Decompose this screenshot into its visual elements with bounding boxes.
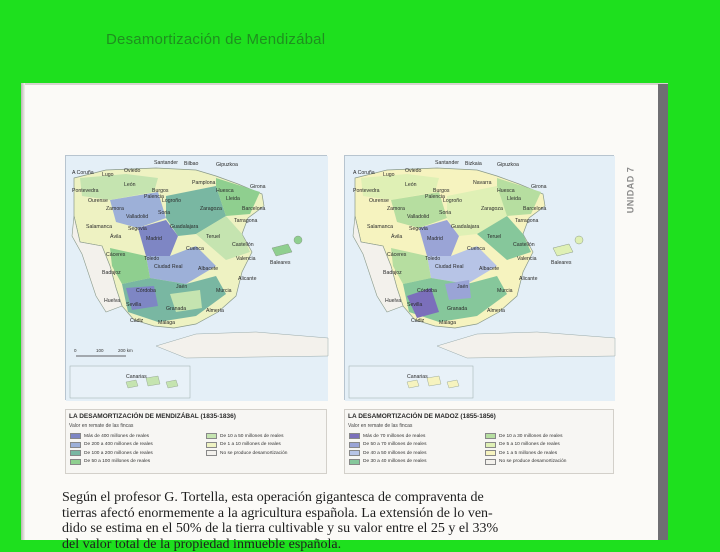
legend-item: [70, 449, 153, 457]
text-line: tierras afectó enormemente a la agricultura española. La extensión de lo ven-: [62, 506, 418, 522]
place-label: Girona: [250, 184, 266, 190]
text-line: dido se estima en el 50% de la tierra cultivable y su valor entre el 25 y el 33%: [62, 521, 418, 537]
scale-0: 0: [74, 348, 77, 353]
place-label: Castellón: [513, 242, 535, 248]
place-label: Valencia: [236, 256, 256, 262]
place-label: Barcelona: [242, 206, 265, 212]
legend-label: De 5 a 10 millones de reales: [499, 442, 560, 447]
legend-mendizabal: [65, 409, 327, 474]
legend-title: LA DESAMORTIZACIÓN DE MENDIZÁBAL (1835-1836): [69, 413, 236, 420]
body-paragraph: [62, 490, 418, 552]
place-label: Valladolid: [407, 214, 429, 220]
place-label: Barcelona: [523, 206, 546, 212]
place-label: Lugo: [383, 172, 395, 178]
scale-200: 200 km: [118, 348, 133, 353]
place-label: Córdoba: [136, 288, 156, 294]
legend-label: De 1 a 10 millones de reales: [220, 442, 281, 447]
place-label: Badajoz: [383, 270, 402, 276]
place-label: Canarias: [407, 374, 428, 380]
place-label: Jaén: [457, 284, 468, 290]
place-label: Sevilla: [126, 302, 141, 308]
place-label: Cáceres: [106, 252, 126, 258]
map-madoz: [344, 155, 614, 400]
place-label: A Coruña: [72, 170, 94, 176]
menorca-shape: [575, 236, 583, 244]
legend-swatch: [70, 433, 81, 439]
place-label: Sevilla: [407, 302, 422, 308]
text-line: del valor total de la propiedad inmueble española.: [62, 537, 418, 552]
place-label: Teruel: [206, 234, 220, 240]
place-label: Tarragona: [234, 218, 257, 224]
legend-madoz: [344, 409, 614, 474]
place-label: Bizkaia: [465, 161, 482, 167]
menorca-shape: [294, 236, 302, 244]
legend-item: [349, 458, 426, 466]
place-label: Palencia: [425, 194, 445, 200]
place-label: Ciudad Real: [154, 264, 183, 270]
place-label: Segovia: [409, 226, 428, 232]
place-label: Palencia: [144, 194, 164, 200]
place-label: Logroño: [443, 198, 462, 204]
place-label: Ciudad Real: [435, 264, 464, 270]
legend-item: [349, 441, 426, 449]
place-label: Jaén: [176, 284, 187, 290]
legend-item: [349, 449, 426, 457]
place-label: Burgos: [152, 188, 169, 194]
place-label: Cuenca: [186, 246, 204, 252]
place-label: Ávila: [391, 233, 402, 240]
legend-label: Más de 70 millones de reales: [363, 434, 425, 439]
place-label: Madrid: [427, 236, 443, 242]
legend-label: De 10 a 50 millones de reales: [220, 434, 283, 439]
place-label: Baleares: [551, 260, 572, 266]
legend-item: [206, 449, 287, 457]
place-label: Zamora: [106, 206, 124, 212]
legend-swatch: [485, 433, 496, 439]
place-label: Lleida: [226, 196, 240, 202]
legend-swatch: [70, 450, 81, 456]
legend-item: [70, 432, 149, 440]
place-label: Murcia: [216, 288, 232, 294]
place-label: Ourense: [369, 198, 389, 204]
legend-label: De 50 a 70 millones de reales: [363, 442, 426, 447]
place-label: Gipuzkoa: [497, 162, 519, 168]
place-label: Huesca: [497, 188, 515, 194]
place-label: León: [124, 182, 136, 188]
place-label: Pontevedra: [353, 188, 380, 194]
legend-item: [206, 441, 281, 449]
place-label: Ávila: [110, 233, 121, 240]
place-label: Málaga: [439, 320, 456, 326]
legend-title: LA DESAMORTIZACIÓN DE MADOZ (1855-1856): [348, 413, 496, 420]
page-shadow: [21, 83, 25, 540]
place-label: Girona: [531, 184, 547, 190]
legend-swatch: [206, 450, 217, 456]
place-label: Almería: [206, 308, 224, 314]
place-label: Cuenca: [467, 246, 485, 252]
place-label: Córdoba: [417, 288, 437, 294]
legend-subtitle: Valor en remate de las fincas: [348, 423, 412, 429]
place-label: Huesca: [216, 188, 234, 194]
legend-label: Más de 400 millones de reales: [84, 434, 149, 439]
legend-item: [70, 441, 153, 449]
place-label: Pamplona: [192, 180, 215, 186]
legend-swatch: [349, 433, 360, 439]
legend-swatch: [206, 442, 217, 448]
legend-label: De 1 a 5 millones de reales: [499, 451, 557, 456]
place-label: Guadalajara: [451, 224, 479, 230]
legend-swatch: [349, 442, 360, 448]
place-label: Ourense: [88, 198, 108, 204]
place-label: Salamanca: [86, 224, 112, 230]
place-label: Oviedo: [405, 168, 422, 174]
map-madoz-svg: [345, 156, 615, 401]
place-label: Teruel: [487, 234, 501, 240]
legend-label: De 50 a 100 millones de reales: [84, 459, 150, 464]
legend-swatch: [349, 459, 360, 465]
place-label: Pontevedra: [72, 188, 99, 194]
place-label: Badajoz: [102, 270, 121, 276]
place-label: Albacete: [479, 266, 499, 272]
place-label: Valladolid: [126, 214, 148, 220]
place-label: Logroño: [162, 198, 181, 204]
place-label: Baleares: [270, 260, 291, 266]
place-label: Bilbao: [184, 161, 199, 167]
place-label: Granada: [166, 306, 186, 312]
place-label: Huelva: [104, 298, 120, 304]
place-label: Lleida: [507, 196, 521, 202]
place-label: Soria: [158, 210, 170, 216]
legend-item: [485, 458, 566, 466]
legend-label: No se produce desamortización: [499, 459, 566, 464]
slide-title: Desamortización de Mendizábal: [106, 31, 325, 48]
place-label: Huelva: [385, 298, 401, 304]
legend-label: No se produce desamortización: [220, 451, 287, 456]
legend-swatch: [485, 459, 496, 465]
legend-item: [485, 449, 557, 457]
place-label: Segovia: [128, 226, 147, 232]
legend-subtitle: Valor en remate de las fincas: [69, 423, 133, 429]
legend-label: De 10 a 30 millones de reales: [499, 434, 562, 439]
place-label: Valencia: [517, 256, 537, 262]
page-edge-band: [658, 84, 668, 540]
legend-item: [485, 432, 562, 440]
legend-swatch: [485, 442, 496, 448]
place-label: Zaragoza: [481, 206, 503, 212]
place-label: Oviedo: [124, 168, 141, 174]
legend-item: [206, 432, 283, 440]
place-label: León: [405, 182, 417, 188]
place-label: Madrid: [146, 236, 162, 242]
place-label: Salamanca: [367, 224, 393, 230]
place-label: Toledo: [425, 256, 440, 262]
legend-swatch: [349, 450, 360, 456]
place-label: Almería: [487, 308, 505, 314]
unit-label: UNIDAD 7: [621, 160, 639, 220]
place-label: Cádiz: [130, 318, 144, 324]
legend-swatch: [206, 433, 217, 439]
place-label: Málaga: [158, 320, 175, 326]
place-label: Canarias: [126, 374, 147, 380]
place-label: Granada: [447, 306, 467, 312]
place-label: Navarra: [473, 180, 492, 186]
place-label: Cáceres: [387, 252, 407, 258]
place-label: Soria: [439, 210, 451, 216]
scale-100: 100: [96, 348, 104, 353]
place-label: Alicante: [519, 276, 538, 282]
legend-label: De 100 a 200 millones de reales: [84, 451, 153, 456]
place-label: Zaragoza: [200, 206, 222, 212]
place-label: Alicante: [238, 276, 257, 282]
place-label: Guadalajara: [170, 224, 198, 230]
place-label: Murcia: [497, 288, 513, 294]
place-label: Castellón: [232, 242, 254, 248]
text-line: Según el profesor G. Tortella, esta operación gigantesca de compraventa de: [62, 490, 418, 506]
place-label: Albacete: [198, 266, 218, 272]
legend-label: De 30 a 40 millones de reales: [363, 459, 426, 464]
place-label: Lugo: [102, 172, 114, 178]
map-mendizabal: [65, 155, 327, 400]
legend-label: De 200 a 400 millones de reales: [84, 442, 153, 447]
place-label: Toledo: [144, 256, 159, 262]
legend-item: [485, 441, 560, 449]
place-label: Santander: [435, 160, 459, 166]
legend-label: De 40 a 50 millones de reales: [363, 451, 426, 456]
legend-swatch: [70, 459, 81, 465]
legend-item: [70, 458, 150, 466]
legend-swatch: [485, 450, 496, 456]
place-label: Cádiz: [411, 318, 425, 324]
place-label: Tarragona: [515, 218, 538, 224]
legend-item: [349, 432, 425, 440]
place-label: A Coruña: [353, 170, 375, 176]
place-label: Burgos: [433, 188, 450, 194]
place-label: Santander: [154, 160, 178, 166]
map-mendizabal-svg: [66, 156, 328, 401]
place-label: Gipuzkoa: [216, 162, 238, 168]
place-label: Zamora: [387, 206, 405, 212]
legend-swatch: [70, 442, 81, 448]
